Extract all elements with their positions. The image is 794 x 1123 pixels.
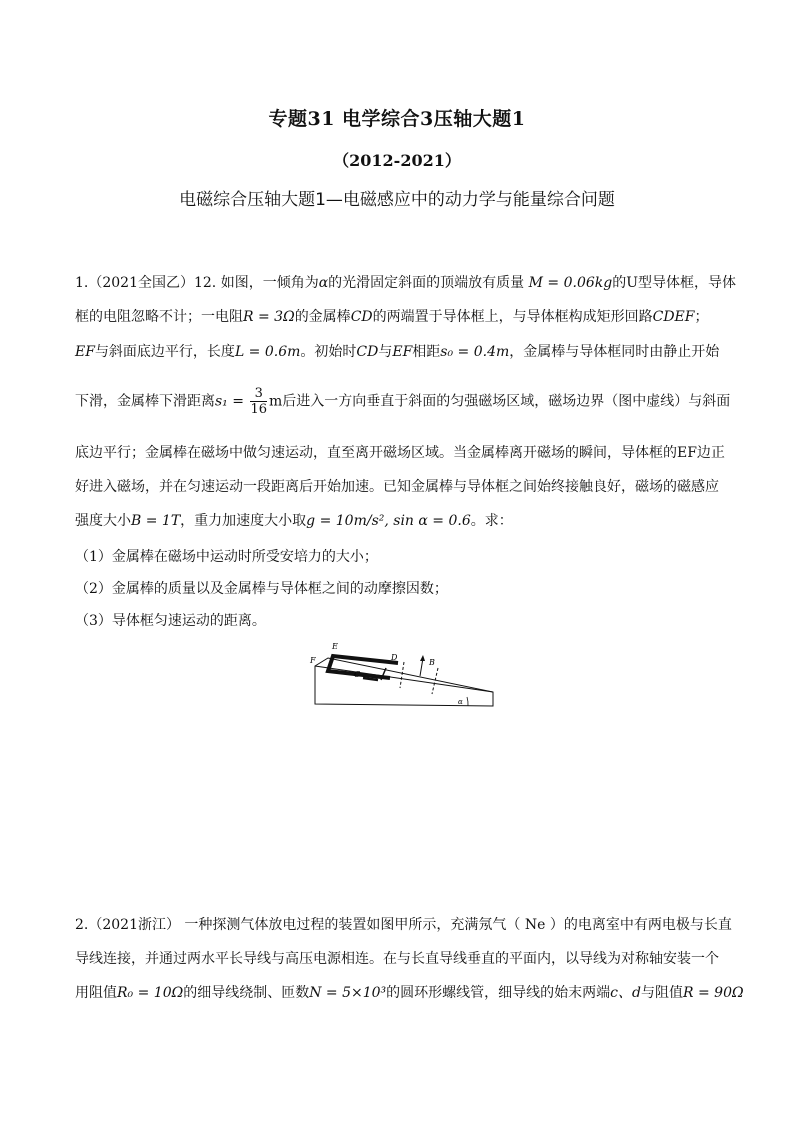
label-E: E <box>332 642 338 651</box>
q1-line-7: 强度大小B = 1T，重力加速度大小取g = 10m/s², sin α = 0.6。求： <box>75 513 513 529</box>
q2-line-2: 导线连接，并通过两水平长导线与高压电源相连。在与长直导线垂直的平面内，以导线为对称轴安装一个 <box>75 951 719 967</box>
label-alpha: α <box>458 698 463 706</box>
q1-line-5: 底边平行；金属棒在磁场中做匀速运动，直至离开磁场区域。当金属棒离开磁场的瞬间，导体框的EF边正 <box>75 445 725 461</box>
q2-line-1: 2.（2021浙江） 一种探测气体放电过程的装置如图甲所示，充满氖气（ Ne ）的电离室中有两电极与长直 <box>75 917 732 933</box>
q1-line-6: 好进入磁场，并在匀速运动一段距离后开始加速。已知金属棒与导体框之间始终接触良好，磁场的磁感应 <box>75 479 719 495</box>
label-C: C <box>354 670 361 679</box>
label-F: F <box>310 656 316 665</box>
q1-line-2: 框的电阻忽略不计；一电阻R = 3Ω的金属棒CD的两端置于导体框上，与导体框构成矩形回路CDEF； <box>75 309 709 325</box>
q1-subquestion-3: （3）导体框匀速运动的距离。 <box>75 613 266 629</box>
label-B: B <box>429 658 435 667</box>
q1-subquestion-1: （1）金属棒在磁场中运动时所受安培力的大小； <box>75 549 378 565</box>
q1-line-1: 1.（2021全国乙）12. 如图，一倾角为α的光滑固定斜面的顶端放有质量 M = 0.06kg的U型导体框，导体 <box>75 275 737 291</box>
q1-line-3: EF与斜面底边平行，长度L = 0.6m。初始时CD与EF相距s₀ = 0.4m，金属棒与导体框同时由静止开始 <box>75 344 720 360</box>
q1-line-4: 下滑，金属棒下滑距离s₁ = $\frac{3}{16}$ m后进入一方向垂直于斜面的匀强磁场区域，磁场边界（图中虚线）与斜面 <box>75 386 731 417</box>
label-D: D <box>391 653 398 662</box>
incline-figure <box>308 638 498 714</box>
incline-wedge <box>315 658 493 706</box>
year-range: （2012-2021） <box>333 151 461 170</box>
q2-line-3: 用阻值R₀ = 10Ω的细导线绕制、匝数N = 5×10³的圆环形螺线管，细导线的始末两端c、d与阻值R = 90Ω <box>75 985 744 1001</box>
section-subtitle: 电磁综合压轴大题1—电磁感应中的动力学与能量综合问题 <box>179 190 615 210</box>
q1-subquestion-2: （2）金属棒的质量以及金属棒与导体框之间的动摩擦因数； <box>75 581 448 597</box>
s1-fraction: $\frac{3}{16}$ <box>250 386 267 417</box>
page-title: 专题31 电学综合3压轴大题1 <box>268 108 526 130</box>
